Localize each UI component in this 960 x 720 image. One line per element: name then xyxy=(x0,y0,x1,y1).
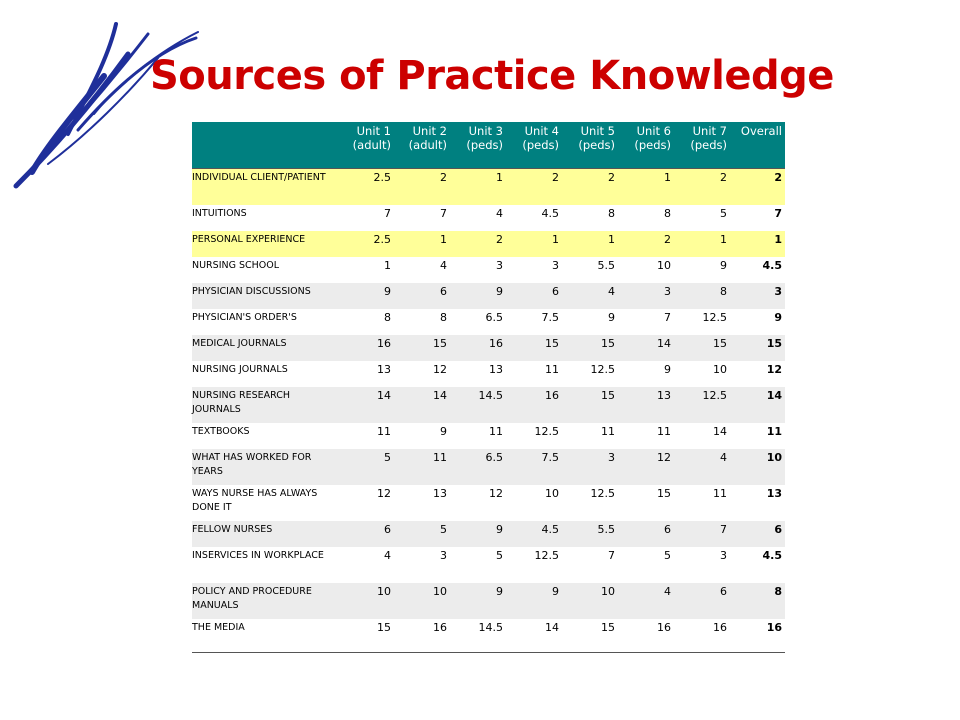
unit-value-cell: 10 xyxy=(394,583,450,619)
column-header-line2: (adult) xyxy=(352,138,391,152)
column-header xyxy=(674,122,730,169)
unit-value-cell: 14.5 xyxy=(450,619,506,653)
unit-value-cell: 16 xyxy=(618,619,674,653)
unit-value-cell: 4 xyxy=(674,449,730,485)
column-header-line1: Overall xyxy=(740,124,782,138)
unit-value-cell: 3 xyxy=(394,547,450,583)
overall-value-cell: 9 xyxy=(730,309,785,335)
unit-value-cell: 3 xyxy=(674,547,730,583)
unit-value-cell: 9 xyxy=(450,583,506,619)
row-label: POLICY AND PROCEDURE MANUALS xyxy=(192,583,338,619)
column-header xyxy=(338,122,394,169)
table-row xyxy=(192,583,785,619)
unit-value-cell: 12.5 xyxy=(674,309,730,335)
overall-value-cell: 16 xyxy=(730,619,785,653)
unit-value-cell: 1 xyxy=(450,169,506,205)
column-header-line2: (adult) xyxy=(408,138,447,152)
table-row xyxy=(192,485,785,521)
unit-value-cell: 3 xyxy=(506,257,562,283)
unit-value-cell: 11 xyxy=(450,423,506,449)
row-label: NURSING RESEARCH JOURNALS xyxy=(192,387,338,423)
unit-value-cell: 7 xyxy=(674,521,730,547)
unit-value-cell: 2 xyxy=(674,169,730,205)
unit-value-cell: 5 xyxy=(394,521,450,547)
unit-value-cell: 15 xyxy=(674,335,730,361)
overall-value-cell: 2 xyxy=(730,169,785,205)
column-header xyxy=(730,122,785,169)
row-label: NURSING SCHOOL xyxy=(192,257,338,283)
unit-value-cell: 2 xyxy=(506,169,562,205)
unit-value-cell: 5 xyxy=(338,449,394,485)
table-row xyxy=(192,361,785,387)
column-header-line2: (peds) xyxy=(522,138,559,152)
unit-value-cell: 6 xyxy=(618,521,674,547)
overall-value-cell: 12 xyxy=(730,361,785,387)
overall-value-cell: 13 xyxy=(730,485,785,521)
unit-value-cell: 14 xyxy=(394,387,450,423)
unit-value-cell: 7 xyxy=(338,205,394,231)
unit-value-cell: 6 xyxy=(394,283,450,309)
row-label: TEXTBOOKS xyxy=(192,423,338,449)
unit-value-cell: 9 xyxy=(394,423,450,449)
row-label: INTUITIONS xyxy=(192,205,338,231)
unit-value-cell: 11 xyxy=(618,423,674,449)
unit-value-cell: 1 xyxy=(674,231,730,257)
unit-value-cell: 5 xyxy=(450,547,506,583)
unit-value-cell: 9 xyxy=(506,583,562,619)
column-header-line1: Unit 6 xyxy=(636,124,671,138)
overall-value-cell: 1 xyxy=(730,231,785,257)
header-label-cell xyxy=(192,122,338,169)
unit-value-cell: 15 xyxy=(618,485,674,521)
unit-value-cell: 6 xyxy=(338,521,394,547)
row-label: INSERVICES IN WORKPLACE xyxy=(192,547,338,583)
unit-value-cell: 6.5 xyxy=(450,449,506,485)
overall-value-cell: 11 xyxy=(730,423,785,449)
table-body xyxy=(192,169,785,653)
column-header-line1: Unit 3 xyxy=(468,124,503,138)
unit-value-cell: 8 xyxy=(674,283,730,309)
unit-value-cell: 12 xyxy=(338,485,394,521)
column-header-line1: Unit 2 xyxy=(412,124,447,138)
unit-value-cell: 7 xyxy=(562,547,618,583)
unit-value-cell: 11 xyxy=(674,485,730,521)
unit-value-cell: 4.5 xyxy=(506,521,562,547)
unit-value-cell: 4 xyxy=(338,547,394,583)
column-header-line2: (peds) xyxy=(690,138,727,152)
unit-value-cell: 7 xyxy=(394,205,450,231)
unit-value-cell: 13 xyxy=(338,361,394,387)
unit-value-cell: 14.5 xyxy=(450,387,506,423)
column-header xyxy=(562,122,618,169)
unit-value-cell: 10 xyxy=(338,583,394,619)
table-row xyxy=(192,205,785,231)
unit-value-cell: 10 xyxy=(674,361,730,387)
unit-value-cell: 4.5 xyxy=(506,205,562,231)
column-header-line2: (peds) xyxy=(578,138,615,152)
unit-value-cell: 12.5 xyxy=(562,361,618,387)
row-label: MEDICAL JOURNALS xyxy=(192,335,338,361)
unit-value-cell: 4 xyxy=(562,283,618,309)
table-row xyxy=(192,335,785,361)
unit-value-cell: 14 xyxy=(674,423,730,449)
unit-value-cell: 13 xyxy=(394,485,450,521)
column-header xyxy=(618,122,674,169)
table-row xyxy=(192,169,785,205)
unit-value-cell: 7.5 xyxy=(506,449,562,485)
unit-value-cell: 13 xyxy=(618,387,674,423)
unit-value-cell: 5.5 xyxy=(562,257,618,283)
row-label: WAYS NURSE HAS ALWAYS DONE IT xyxy=(192,485,338,521)
unit-value-cell: 1 xyxy=(506,231,562,257)
column-header-line1: Unit 5 xyxy=(580,124,615,138)
unit-value-cell: 2 xyxy=(394,169,450,205)
row-label: PERSONAL EXPERIENCE xyxy=(192,231,338,257)
unit-value-cell: 4 xyxy=(618,583,674,619)
swoosh-logo-icon xyxy=(8,14,208,194)
unit-value-cell: 9 xyxy=(562,309,618,335)
unit-value-cell: 11 xyxy=(394,449,450,485)
unit-value-cell: 4 xyxy=(394,257,450,283)
table-row xyxy=(192,423,785,449)
unit-value-cell: 5.5 xyxy=(562,521,618,547)
unit-value-cell: 14 xyxy=(618,335,674,361)
unit-value-cell: 12 xyxy=(450,485,506,521)
overall-value-cell: 4.5 xyxy=(730,257,785,283)
unit-value-cell: 13 xyxy=(450,361,506,387)
unit-value-cell: 15 xyxy=(394,335,450,361)
unit-value-cell: 4 xyxy=(450,205,506,231)
practice-knowledge-table xyxy=(192,122,785,653)
unit-value-cell: 12.5 xyxy=(506,423,562,449)
unit-value-cell: 7 xyxy=(618,309,674,335)
unit-value-cell: 2.5 xyxy=(338,231,394,257)
unit-value-cell: 14 xyxy=(338,387,394,423)
table-row xyxy=(192,619,785,653)
overall-value-cell: 3 xyxy=(730,283,785,309)
unit-value-cell: 16 xyxy=(338,335,394,361)
unit-value-cell: 7.5 xyxy=(506,309,562,335)
table-row xyxy=(192,521,785,547)
column-header xyxy=(394,122,450,169)
unit-value-cell: 11 xyxy=(506,361,562,387)
column-header-line1: Unit 7 xyxy=(692,124,727,138)
unit-value-cell: 12.5 xyxy=(562,485,618,521)
table-header xyxy=(192,122,785,169)
unit-value-cell: 12 xyxy=(394,361,450,387)
unit-value-cell: 2 xyxy=(450,231,506,257)
unit-value-cell: 8 xyxy=(338,309,394,335)
row-label: PHYSICIAN DISCUSSIONS xyxy=(192,283,338,309)
unit-value-cell: 12.5 xyxy=(674,387,730,423)
unit-value-cell: 1 xyxy=(618,169,674,205)
table-row xyxy=(192,257,785,283)
unit-value-cell: 1 xyxy=(338,257,394,283)
overall-value-cell: 4.5 xyxy=(730,547,785,583)
table-row xyxy=(192,387,785,423)
unit-value-cell: 10 xyxy=(506,485,562,521)
unit-value-cell: 15 xyxy=(562,619,618,653)
unit-value-cell: 16 xyxy=(394,619,450,653)
unit-value-cell: 10 xyxy=(618,257,674,283)
unit-value-cell: 11 xyxy=(562,423,618,449)
unit-value-cell: 15 xyxy=(338,619,394,653)
unit-value-cell: 9 xyxy=(450,283,506,309)
table-row xyxy=(192,547,785,583)
unit-value-cell: 16 xyxy=(674,619,730,653)
overall-value-cell: 15 xyxy=(730,335,785,361)
column-header xyxy=(450,122,506,169)
overall-value-cell: 6 xyxy=(730,521,785,547)
row-label: INDIVIDUAL CLIENT/PATIENT xyxy=(192,169,338,205)
unit-value-cell: 8 xyxy=(618,205,674,231)
column-header-line2: (peds) xyxy=(466,138,503,152)
table-row xyxy=(192,231,785,257)
unit-value-cell: 14 xyxy=(506,619,562,653)
table-row xyxy=(192,309,785,335)
overall-value-cell: 14 xyxy=(730,387,785,423)
unit-value-cell: 11 xyxy=(338,423,394,449)
unit-value-cell: 12.5 xyxy=(506,547,562,583)
overall-value-cell: 10 xyxy=(730,449,785,485)
unit-value-cell: 16 xyxy=(506,387,562,423)
unit-value-cell: 9 xyxy=(338,283,394,309)
row-label: THE MEDIA xyxy=(192,619,338,653)
column-header-line2: (peds) xyxy=(634,138,671,152)
unit-value-cell: 9 xyxy=(450,521,506,547)
unit-value-cell: 10 xyxy=(562,583,618,619)
unit-value-cell: 15 xyxy=(562,335,618,361)
row-label: FELLOW NURSES xyxy=(192,521,338,547)
column-header-line1: Unit 4 xyxy=(524,124,559,138)
unit-value-cell: 2 xyxy=(618,231,674,257)
unit-value-cell: 15 xyxy=(506,335,562,361)
overall-value-cell: 7 xyxy=(730,205,785,231)
unit-value-cell: 8 xyxy=(394,309,450,335)
unit-value-cell: 8 xyxy=(562,205,618,231)
unit-value-cell: 6 xyxy=(674,583,730,619)
row-label: WHAT HAS WORKED FOR YEARS xyxy=(192,449,338,485)
unit-value-cell: 3 xyxy=(618,283,674,309)
table-row xyxy=(192,283,785,309)
unit-value-cell: 6 xyxy=(506,283,562,309)
table-row xyxy=(192,449,785,485)
unit-value-cell: 12 xyxy=(618,449,674,485)
unit-value-cell: 1 xyxy=(562,231,618,257)
row-label: NURSING JOURNALS xyxy=(192,361,338,387)
unit-value-cell: 2 xyxy=(562,169,618,205)
unit-value-cell: 5 xyxy=(674,205,730,231)
unit-value-cell: 16 xyxy=(450,335,506,361)
overall-value-cell: 8 xyxy=(730,583,785,619)
unit-value-cell: 1 xyxy=(394,231,450,257)
unit-value-cell: 9 xyxy=(674,257,730,283)
unit-value-cell: 5 xyxy=(618,547,674,583)
row-label: PHYSICIAN'S ORDER'S xyxy=(192,309,338,335)
unit-value-cell: 9 xyxy=(618,361,674,387)
unit-value-cell: 15 xyxy=(562,387,618,423)
unit-value-cell: 2.5 xyxy=(338,169,394,205)
unit-value-cell: 3 xyxy=(562,449,618,485)
column-header xyxy=(506,122,562,169)
column-header-line1: Unit 1 xyxy=(356,124,391,138)
unit-value-cell: 6.5 xyxy=(450,309,506,335)
slide-title: Sources of Practice Knowledge xyxy=(150,53,834,99)
unit-value-cell: 3 xyxy=(450,257,506,283)
